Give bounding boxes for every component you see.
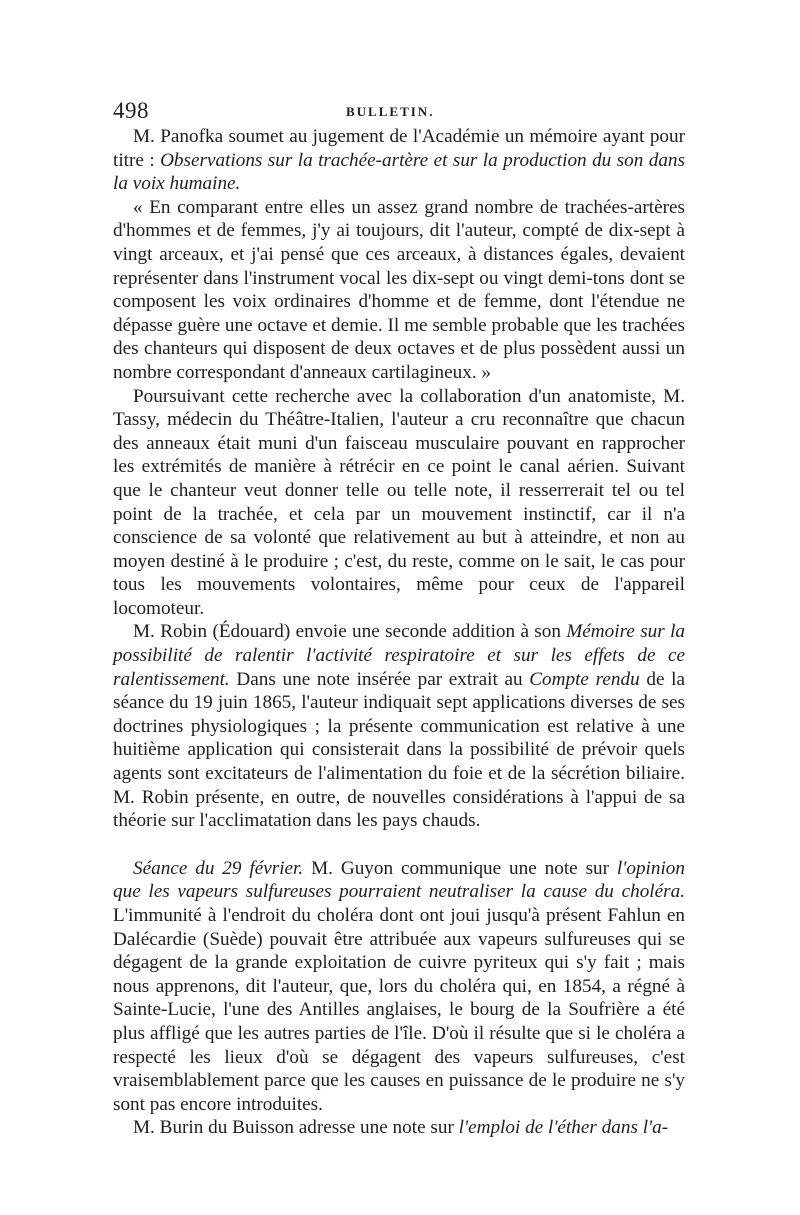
- session-date: Séance du 29 février.: [133, 857, 304, 879]
- memoir-title: Mémoire sur la possibilité de ralentir l'activité respiratoire et sur les effets de ce ralentissement.: [113, 621, 685, 690]
- paragraph-text: M. Panofka soumet au jugement de l'Académie un mémoire ayant pour titre :: [113, 126, 685, 171]
- page-number: 498: [113, 98, 149, 123]
- paragraph-text: Dans une note insérée par extrait au: [229, 668, 530, 690]
- paragraph-text: M. Robin (Édouard) envoie une seconde addition à son: [133, 621, 567, 643]
- paragraph-guyon: [113, 857, 685, 1117]
- note-title: l'emploi de l'éther dans l'a-: [458, 1117, 669, 1139]
- running-title: BULLETIN.: [346, 104, 435, 119]
- paragraph-panofka: [113, 125, 685, 196]
- body-text: [113, 125, 685, 1140]
- journal-title: Compte rendu: [529, 668, 640, 690]
- memoir-title: Observations sur la trachée-artère et sur la production du son dans la voix humaine.: [113, 149, 685, 195]
- paragraph-robin: [113, 620, 685, 832]
- paragraph-quotation: [113, 196, 685, 385]
- paragraph-text: L'immunité à l'endroit du choléra dont ont joui jusqu'à présent Fahlun en Dalécardie (Suède) pouvait être attribuée aux vapeurs sulfureuses qui se dégagent de la grande exploitation de cuivre pyriteux qui s'y fait ; mais nous apprenons, dit l'auteur, que, lors du choléra qui, en 1854, a régné à Sainte-Lucie, l'une des Antilles anglaises, le bourg de la Soufrière a été plus affligé que les autres parties de l'île. D'où il résulte que si le choléra a respecté les lieux d'où se dégagent des vapeurs sulfureuses, c'est vraisemblablement parce que les causes en puissance de le produire ne s'y sont pas encore introduites.: [113, 905, 685, 1115]
- page-header: [113, 98, 683, 126]
- paragraph-text: Poursuivant cette recherche avec la collaboration d'un anatomiste, M. Tassy, médecin du Théâtre-Italien, l'auteur a cru reconnaître que chacun des anneaux était muni d'un faisceau musculaire pouvant en rapprocher les extrémités de manière à rétrécir en ce point le canal aérien. Suivant que le chanteur veut donner telle ou telle note, il resserrerait tel ou tel point de la trachée, et cela par un mouvement instinctif, car il n'a conscience de sa volonté que relativement au but à atteindre, et non au moyen destiné à le produire ; c'est, du reste, comme on le sait, le cas pour tous les mouvements volontaires, même pour ceux de l'appareil locomoteur.: [113, 385, 685, 619]
- paragraph-text: « En comparant entre elles un assez grand nombre de trachées-artères d'hommes et de femmes, j'y ai toujours, dit l'auteur, compté de dix-sept à vingt arceaux, et j'ai pensé que ces arceaux, à distances égales, devaient représenter dans l'instrument vocal les dix-sept ou vingt demi-tons dont se composent les voix ordinaires d'homme et de femme, dont l'étendue ne dépasse guère une octave et demie. Il me semble probable que les trachées des chanteurs qui disposent de deux octaves et de plus possèdent aussi un nombre correspondant d'anneaux cartilagineux. »: [113, 196, 685, 383]
- paragraph-text: M. Burin du Buisson adresse une note sur: [133, 1117, 459, 1139]
- note-title: l'opinion que les vapeurs sulfureuses pourraient neutraliser la cause du choléra.: [113, 857, 685, 903]
- paragraph-text: M. Guyon communique une note sur: [303, 857, 617, 879]
- paragraph-tassy: [113, 385, 685, 621]
- paragraph-text: de la séance du 19 juin 1865, l'auteur indiquait sept applications diverses de ses doctrines physiologiques ; la présente communication est relative à une huitième application qui consisterait dans la possibilité de prévoir quels agents sont excitateurs de l'alimentation du foie et de la sécrétion biliaire. M. Robin présente, en outre, de nouvelles considérations à l'appui de sa théorie sur l'acclimatation dans les pays chauds.: [113, 668, 685, 832]
- paragraph-burin: [113, 1116, 685, 1140]
